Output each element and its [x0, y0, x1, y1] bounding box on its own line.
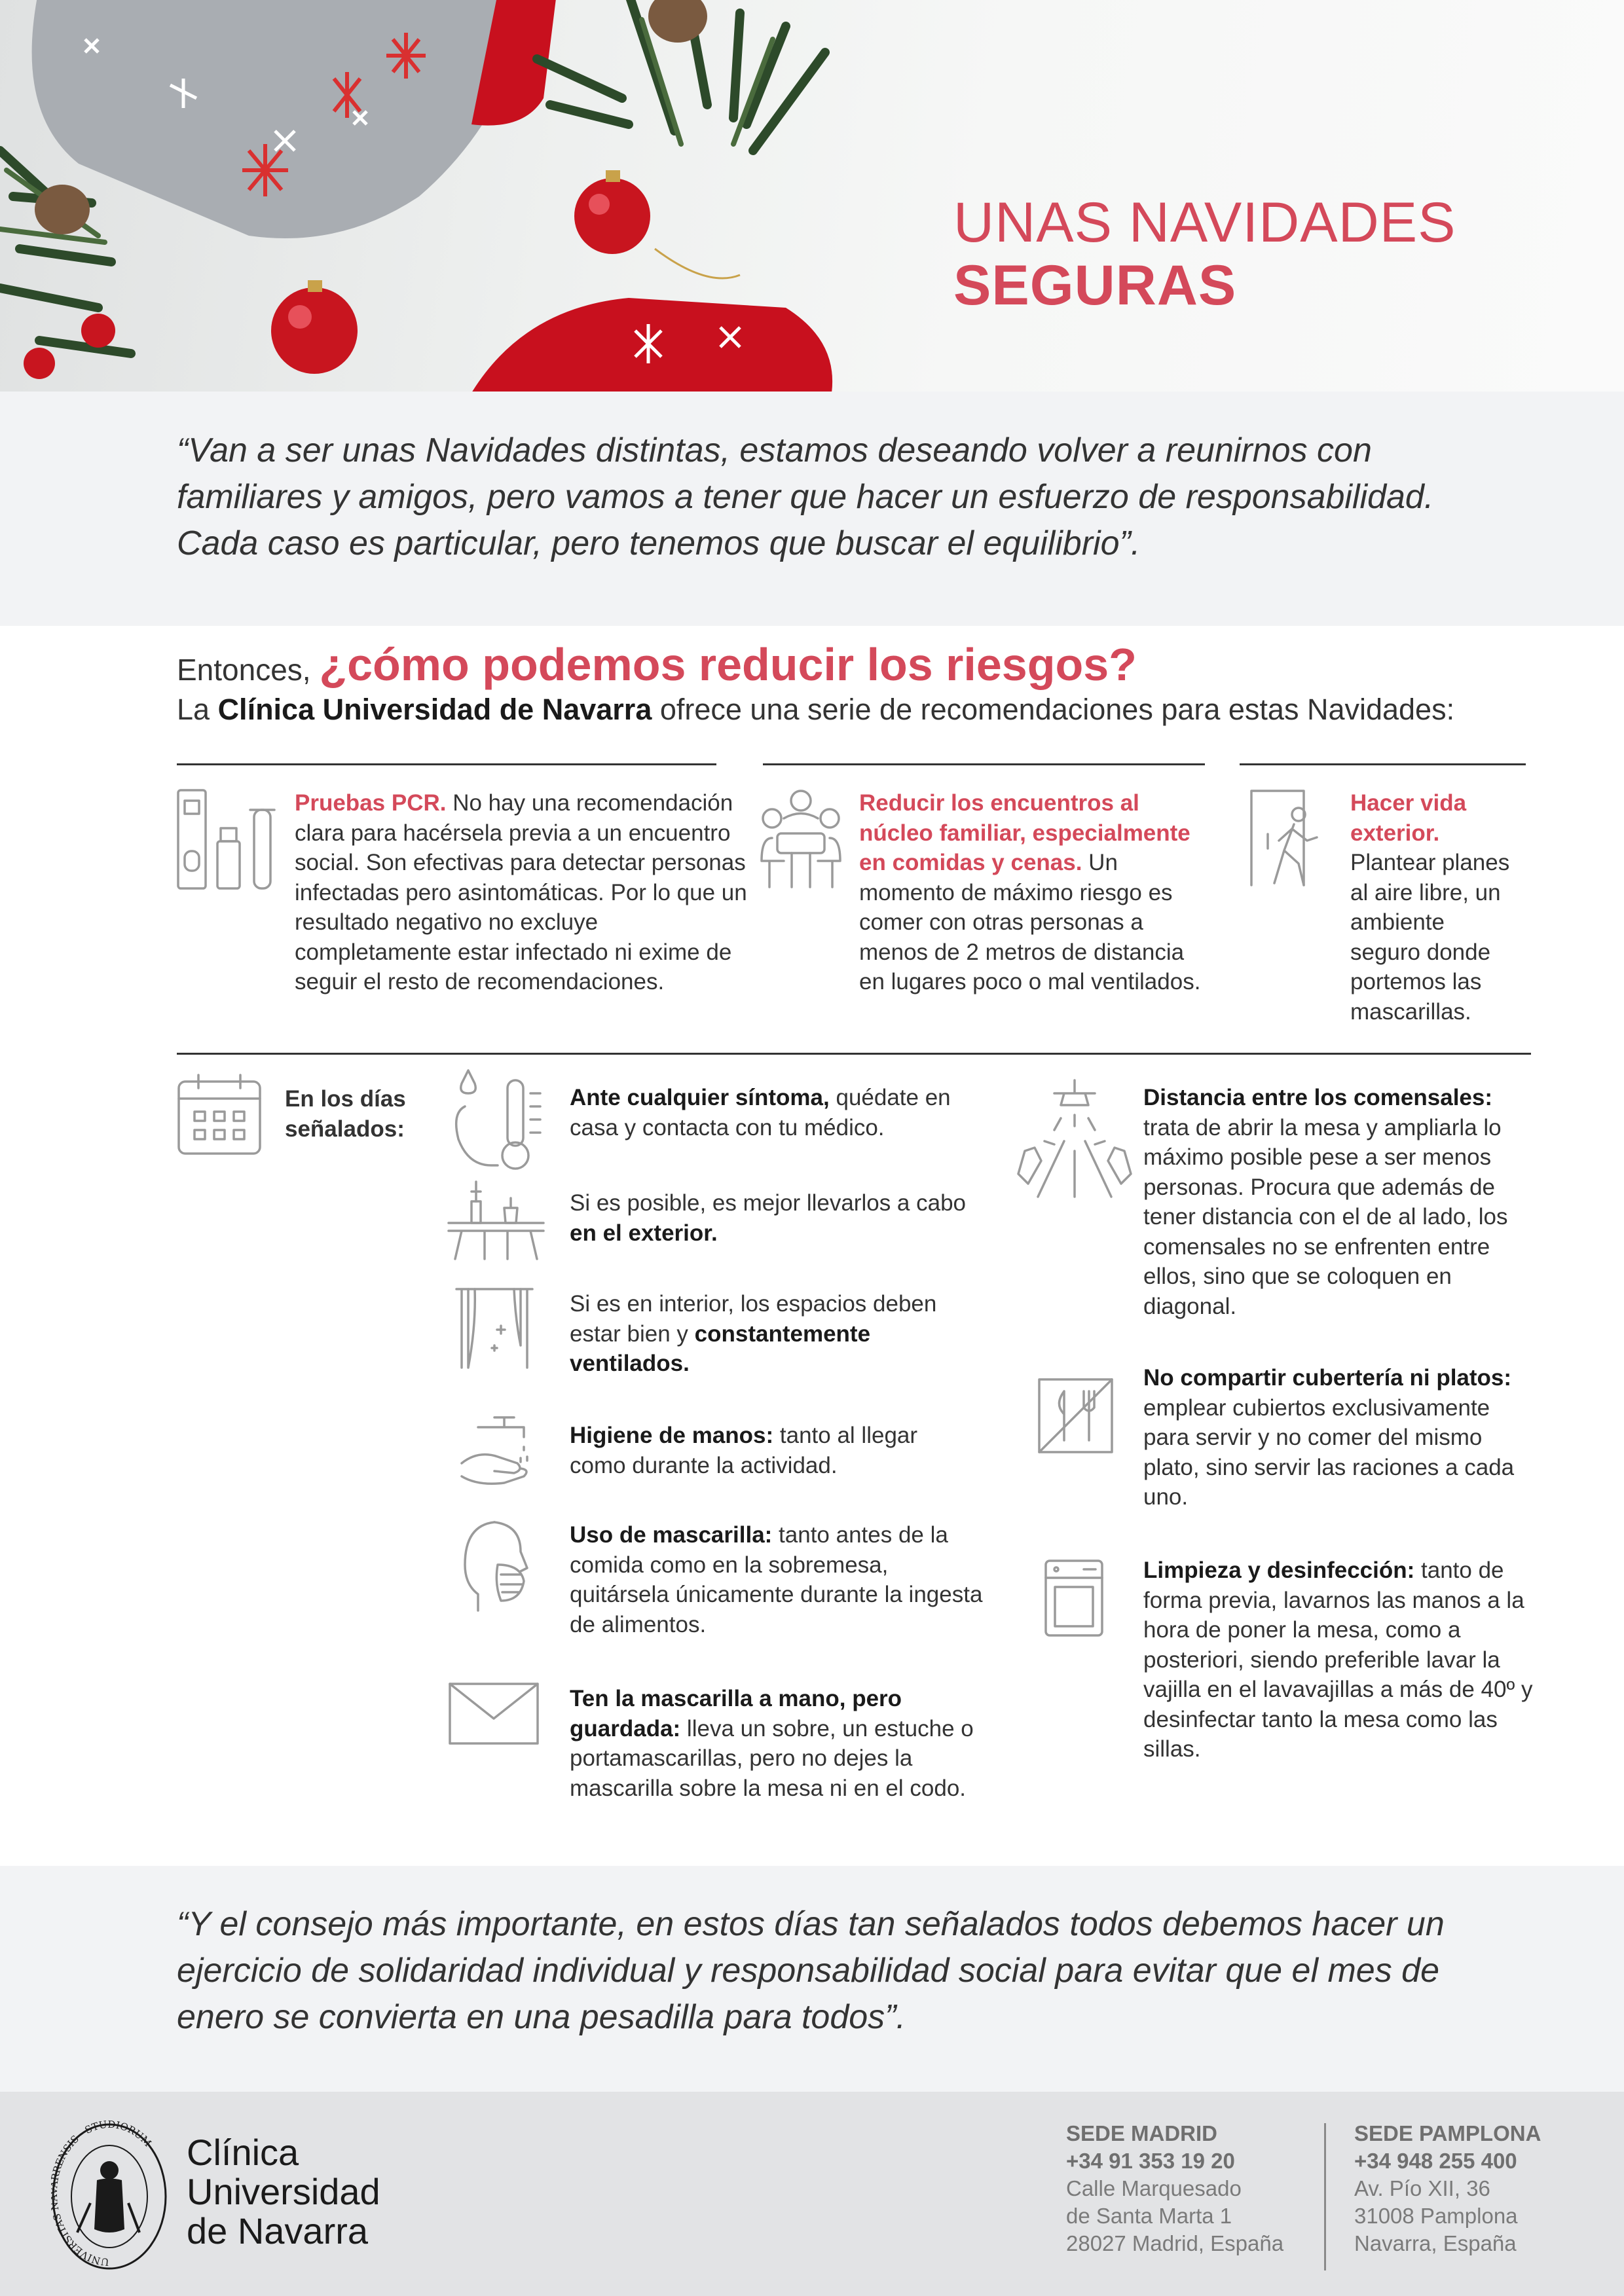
rec-outdoor-text: Plantear planes al aire libre, un ambiente seguro donde portemos las mascarillas.: [1350, 850, 1510, 1025]
rec-pcr-title: Pruebas PCR.: [295, 790, 447, 816]
rec-hands: [570, 1421, 976, 1480]
rec-distance-bold: Distancia entre los comensales:: [1143, 1085, 1492, 1110]
sede-madrid-title: SEDE MADRID: [1066, 2121, 1218, 2145]
svg-text:UNIVERSITAS NAVARRENSIS · STUD: UNIVERSITAS RENSIS · STUDIORUM: [51, 2118, 154, 2269]
outdoor-table-icon: [445, 1178, 547, 1260]
sede-madrid-phone: +34 91 353 19 20: [1066, 2149, 1235, 2173]
rec-pcr-text: No hay una recomendación clara para hacérsela previa a un encuentro social. Son efectivas para detectar personas infectadas pero asintomáticas. Por lo que un resultado negativo no excluye completamente estar infectado ni exime de seguir el resto de recomendaciones.: [295, 790, 747, 994]
calendar-icon: [177, 1074, 261, 1156]
divider: [177, 763, 716, 765]
rec-cleaning-bold: Limpieza y desinfección:: [1143, 1558, 1415, 1583]
rec-pcr: [295, 788, 753, 997]
brand-line-2: Universidad: [187, 2171, 380, 2212]
sede-madrid-addr1: Calle Marquesado: [1066, 2176, 1242, 2200]
hand-washing-icon: [458, 1411, 540, 1493]
sede-pamplona-addr1: Av. Pío XII, 36: [1354, 2176, 1490, 2200]
title-line-2: SEGURAS: [953, 254, 1237, 317]
rec-exterior-bold: en el exterior.: [570, 1220, 718, 1246]
rec-mask-stored-bold: Ten la mascarilla a mano, pero guardada:: [570, 1686, 902, 1741]
rec-distance: [1143, 1083, 1536, 1321]
window-ventilation-icon: [455, 1286, 534, 1370]
sede-madrid: [1066, 2120, 1283, 2257]
pcr-test-icon: [177, 789, 272, 890]
hero-banner: [0, 0, 1624, 392]
university-seal: [51, 2118, 168, 2275]
family-meeting-icon: [758, 789, 844, 888]
sede-madrid-addr3: 28027 Madrid, España: [1066, 2231, 1284, 2255]
footer-divider: [1324, 2123, 1326, 2270]
rec-exterior: [570, 1188, 976, 1248]
dishwasher-icon: [1044, 1559, 1103, 1637]
quote-bottom: “Y el consejo más importante, en estos días tan señalados todos debemos hacer un ejercicio de solidaridad individual y responsabilidad social para evitar que el mes de enero se convierta en una pesadilla para todos”.: [177, 1905, 1445, 2036]
no-sharing-cutlery-icon: [1038, 1378, 1113, 1453]
rec-hands-text: tanto al llegar como durante la actividad.: [570, 1423, 918, 1478]
sede-pamplona-addr3: Navarra, España: [1354, 2231, 1517, 2255]
rec-outdoor-title: Hacer vida exterior.: [1350, 790, 1467, 846]
page-title: [953, 191, 1456, 317]
rec-symptom-bold: Ante cualquier síntoma,: [570, 1085, 830, 1110]
dias-label: En los días señalados:: [285, 1086, 406, 1142]
rec-ventilation-bold: constantemente ventilados.: [570, 1321, 871, 1376]
sede-pamplona-title: SEDE PAMPLONA: [1354, 2121, 1541, 2145]
rec-mask-text: tanto antes de la comida como en la sobremesa, quitársela únicamente durante la ingesta de alimentos.: [570, 1522, 983, 1637]
intro-prefix: Entonces,: [177, 653, 320, 687]
footer: [0, 2092, 1624, 2296]
sede-pamplona: [1354, 2120, 1541, 2257]
rec-ventilation: [570, 1289, 963, 1379]
intro-line2-bold: Clínica Universidad de Navarra: [217, 693, 652, 726]
divider: [1240, 763, 1526, 765]
seal-icon: [51, 2118, 168, 2275]
symptoms-thermometer-icon: [445, 1067, 550, 1172]
rec-cleaning-text: tanto de forma previa, lavarnos las manos a la hora de poner la mesa, como a posteriori, siendo preferible lavar la vajilla en el lavavajillas a más de 40º y desinfectar tanto la mesa como las sillas.: [1143, 1558, 1533, 1762]
envelope-icon: [449, 1683, 539, 1745]
intro-question: [177, 638, 1137, 691]
brand-line-3: de Navarra: [187, 2210, 369, 2251]
rec-mask-bold: Uso de mascarilla:: [570, 1522, 773, 1548]
rec-symptom-text: quédate en casa y contacta con tu médico.: [570, 1085, 951, 1140]
intro-question-text: ¿cómo podemos reducir los riesgos?: [319, 639, 1137, 690]
rec-cutlery: [1143, 1363, 1536, 1512]
rec-exterior-pre: Si es posible, es mejor llevarlos a cabo: [570, 1190, 967, 1216]
rec-cutlery-text: emplear cubiertos exclusivamente para servir y no comer del mismo plato, sino servir las raciones a cada uno.: [1143, 1394, 1515, 1510]
quote-top: “Van a ser unas Navidades distintas, estamos deseando volver a reunirnos con familiares y amigos, pero vamos a tener que hacer un esfuerzo de responsabilidad. Cada caso es particular, pero tenemos que buscar el equilibrio”.: [177, 431, 1434, 562]
rec-symptom: [570, 1083, 989, 1142]
sede-madrid-addr2: de Santa Marta 1: [1066, 2204, 1232, 2228]
walking-outdoors-icon: [1238, 788, 1322, 888]
rec-hands-bold: Higiene de manos:: [570, 1423, 774, 1448]
sede-pamplona-phone: +34 948 255 400: [1354, 2149, 1517, 2173]
sede-pamplona-addr2: 31008 Pamplona: [1354, 2204, 1518, 2228]
title-line-1: UNAS NAVIDADES: [953, 191, 1456, 254]
rec-distance-text: trata de abrir la mesa y ampliarla lo máximo posible pese a ser menos personas. Procura que además de tener distancia con el de al lado, los comensales no se enfrenten entre ellos, sino que se coloquen en diagonal.: [1143, 1114, 1508, 1319]
rec-family: [859, 788, 1213, 997]
intro-line2-post: ofrece una serie de recomendaciones para estas Navidades:: [652, 693, 1455, 726]
intro-subtitle: [177, 693, 1454, 727]
brand-line-1: Clínica: [187, 2132, 299, 2173]
rec-family-text: Un momento de máximo riesgo es comer con otras personas a menos de 2 metros de distancia en lugares poco o mal ventilados.: [859, 850, 1201, 994]
brand-name: [187, 2133, 380, 2251]
intro-line2-pre: La: [177, 693, 218, 726]
rec-cleaning: [1143, 1556, 1536, 1764]
face-mask-icon: [458, 1519, 530, 1614]
rec-mask-stored-text: lleva un sobre, un estuche o portamascarillas, pero no dejes la mascarilla sobre la mesa ni en el codo.: [570, 1715, 974, 1801]
divider: [763, 763, 1205, 765]
rec-mask-stored: [570, 1684, 976, 1803]
rec-outdoor: [1350, 788, 1515, 1027]
rec-family-title: Reducir los encuentros al núcleo familiar, especialmente en comidas y cenas.: [859, 790, 1190, 875]
rec-ventilation-pre: Si es en interior, los espacios deben estar bien y: [570, 1291, 937, 1347]
divider: [177, 1053, 1531, 1055]
rec-mask: [570, 1520, 989, 1639]
dining-distance-icon: [1015, 1079, 1134, 1200]
rec-cutlery-bold: No compartir cubertería ni platos:: [1143, 1365, 1512, 1391]
